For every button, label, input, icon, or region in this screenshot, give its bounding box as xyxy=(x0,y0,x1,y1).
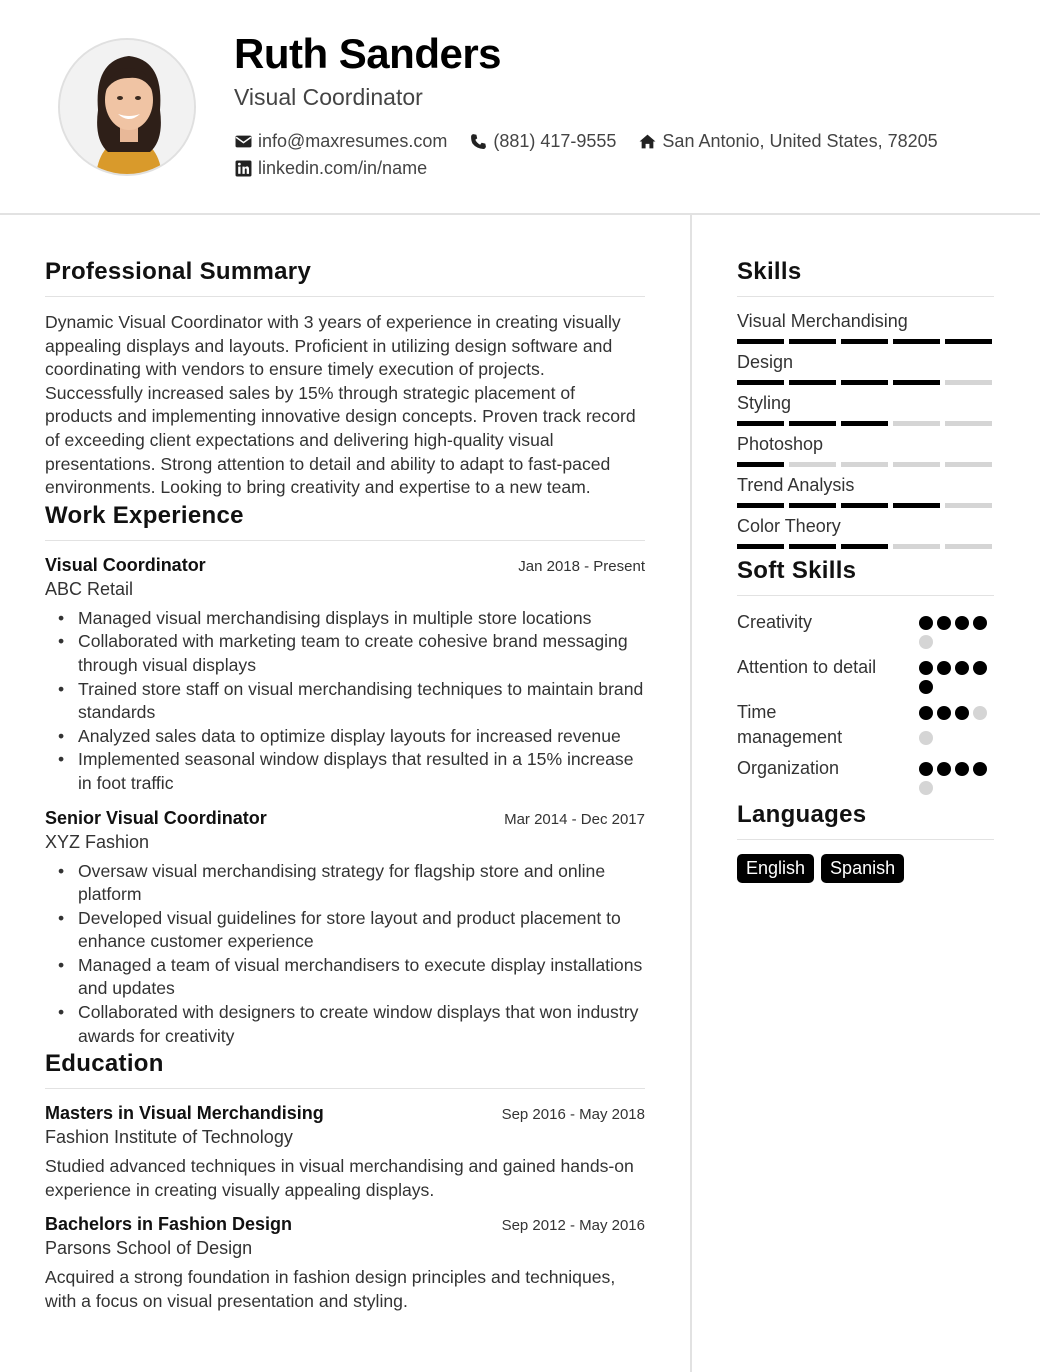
skill-item xyxy=(737,434,994,467)
job-company: ABC Retail xyxy=(45,578,134,599)
column-divider xyxy=(690,215,692,1372)
skill-level-segment xyxy=(789,380,836,385)
rating-dot xyxy=(937,762,951,776)
experience-entry xyxy=(45,555,645,796)
job-bullet: • Analyzed sales data to optimize display layouts for increased revenue xyxy=(78,725,645,749)
skill-level-segment xyxy=(893,380,940,385)
skill-level-segment xyxy=(945,421,992,426)
rating-dot xyxy=(919,635,933,649)
skill-item xyxy=(737,475,994,508)
degree-description: Studied advanced techniques in visual merchandising and gained hands-on experience in creating visually appealing displays. xyxy=(45,1156,634,1200)
skill-level-segment xyxy=(893,421,940,426)
contact-info xyxy=(234,129,960,183)
job-bullet: • Collaborated with marketing team to create cohesive brand messaging through visual displays xyxy=(78,630,645,677)
soft-skill-name: Time management xyxy=(737,702,843,747)
skill-level-bar xyxy=(737,339,994,344)
skill-name: Visual Merchandising xyxy=(737,311,908,331)
skill-level-segment xyxy=(945,503,992,508)
skill-level-bar xyxy=(737,462,994,467)
rating-dot xyxy=(973,706,987,720)
education-entry xyxy=(45,1214,645,1313)
skill-name: Trend Analysis xyxy=(737,475,855,495)
job-role: Senior Visual Coordinator xyxy=(45,807,267,828)
job-bullet: • Trained store staff on visual merchandising techniques to maintain brand standards xyxy=(78,678,645,725)
skill-level-segment xyxy=(893,503,940,508)
skill-level-segment xyxy=(893,462,940,467)
rating-dot xyxy=(919,661,933,675)
skill-level-segment xyxy=(789,339,836,344)
education-heading: Education xyxy=(45,1050,645,1089)
rating-dot xyxy=(937,706,951,720)
rating-dot xyxy=(973,661,987,675)
rating-dot xyxy=(919,706,933,720)
experience-section xyxy=(45,502,645,1049)
soft-skills-section xyxy=(737,557,994,795)
skills-heading: Skills xyxy=(737,258,994,297)
skill-level-segment xyxy=(737,462,784,467)
location-text: San Antonio, United States, 78205 xyxy=(662,130,938,151)
job-date: Jan 2018 - Present xyxy=(518,557,645,575)
skill-level-segment xyxy=(945,380,992,385)
skill-level-bar xyxy=(737,421,994,426)
envelope-icon xyxy=(234,132,252,150)
languages-heading: Languages xyxy=(737,801,994,840)
soft-skill-name: Organization xyxy=(737,758,840,778)
rating-dot xyxy=(955,762,969,776)
soft-skills-list xyxy=(737,610,994,795)
rating-dot xyxy=(973,762,987,776)
rating-dot xyxy=(955,616,969,630)
skill-level-bar xyxy=(737,544,994,549)
degree-date: Sep 2016 - May 2018 xyxy=(501,1106,645,1124)
rating-dot xyxy=(919,781,933,795)
home-icon xyxy=(638,132,656,150)
languages-section xyxy=(737,801,994,883)
degree-title: Masters in Visual Merchandising xyxy=(45,1103,324,1124)
languages-list xyxy=(737,854,994,883)
skill-level-bar xyxy=(737,380,994,385)
skill-level-segment xyxy=(841,462,888,467)
phone-icon xyxy=(469,132,487,150)
school-name: Parsons School of Design xyxy=(45,1238,253,1259)
education-entry xyxy=(45,1103,645,1202)
soft-skills-heading: Soft Skills xyxy=(737,557,994,596)
experience-heading: Work Experience xyxy=(45,502,645,541)
degree-title: Bachelors in Fashion Design xyxy=(45,1214,293,1235)
job-bullet: • Collaborated with designers to create window displays that won industry awards for creativity xyxy=(78,1001,645,1048)
skill-level-segment xyxy=(789,544,836,549)
profile-photo-illustration xyxy=(60,40,196,176)
skill-level-bar xyxy=(737,503,994,508)
skill-level-segment xyxy=(789,503,836,508)
skills-section xyxy=(737,258,994,549)
skill-item xyxy=(737,352,994,385)
soft-skill-item xyxy=(737,655,994,694)
skill-name: Photoshop xyxy=(737,434,824,454)
linkedin-icon xyxy=(234,159,252,177)
job-role: Visual Coordinator xyxy=(45,554,206,575)
skill-level-segment xyxy=(737,339,784,344)
degree-date: Sep 2012 - May 2016 xyxy=(501,1217,645,1235)
soft-skill-item xyxy=(737,610,994,649)
rating-dot xyxy=(919,616,933,630)
job-bullet: • Developed visual guidelines for store layout and product placement to enhance customer experience xyxy=(78,907,645,954)
skill-item xyxy=(737,311,994,344)
soft-skill-rating xyxy=(919,700,994,750)
summary-heading: Professional Summary xyxy=(45,258,645,297)
resume-header xyxy=(0,0,1040,215)
job-company: XYZ Fashion xyxy=(45,831,150,852)
contact-location xyxy=(638,131,937,152)
language-tag: Spanish xyxy=(821,854,904,883)
summary-text: Dynamic Visual Coordinator with 3 years of experience in creating visually appealing displays and layouts. Proficient in utilizing design software and coordinating with vendors to ensure timely execution of projects. Successfully increased sales by 15% through strategic placement of products and implementing innovative design concepts. Proven track record of exceeding client expectations and delivering high-quality visual presentations. Strong attention to detail and ability to adapt to fast-paced environments. Looking to bring creativity and expertise to a new team. xyxy=(45,312,636,498)
phone-text: (881) 417-9555 xyxy=(493,130,617,151)
soft-skill-name: Attention to detail xyxy=(737,657,877,677)
school-name: Fashion Institute of Technology xyxy=(45,1127,293,1148)
contact-phone[interactable] xyxy=(469,131,616,152)
main-column xyxy=(45,258,645,1326)
soft-skill-rating xyxy=(919,756,994,795)
skill-level-segment xyxy=(737,380,784,385)
sidebar-column xyxy=(737,258,994,883)
skill-level-segment xyxy=(789,462,836,467)
soft-skill-item xyxy=(737,756,994,795)
skill-level-segment xyxy=(841,421,888,426)
soft-skill-rating xyxy=(919,610,994,649)
summary-section xyxy=(45,258,645,500)
skill-level-segment xyxy=(841,380,888,385)
skill-level-segment xyxy=(789,421,836,426)
skill-name: Design xyxy=(737,352,794,372)
soft-skill-name: Creativity xyxy=(737,612,813,632)
job-date: Mar 2014 - Dec 2017 xyxy=(504,810,645,828)
job-bullet: • Managed a team of visual merchandisers to execute display installations and updates xyxy=(78,954,645,1001)
profile-photo xyxy=(58,38,196,176)
rating-dot xyxy=(937,661,951,675)
skill-level-segment xyxy=(841,503,888,508)
job-bullet: • Oversaw visual merchandising strategy for flagship store and online platform xyxy=(78,860,645,907)
rating-dot xyxy=(919,680,933,694)
job-bullets xyxy=(45,860,645,1049)
rating-dot xyxy=(955,706,969,720)
skill-level-segment xyxy=(945,339,992,344)
email-text: info@maxresumes.com xyxy=(258,130,448,151)
skills-list xyxy=(737,311,994,549)
candidate-title: Visual Coordinator xyxy=(234,84,423,110)
skill-level-segment xyxy=(841,544,888,549)
rating-dot xyxy=(919,762,933,776)
job-bullet: • Managed visual merchandising displays in multiple store locations xyxy=(78,607,645,631)
contact-email[interactable] xyxy=(234,131,447,152)
rating-dot xyxy=(955,661,969,675)
job-bullets xyxy=(45,607,645,796)
skill-item xyxy=(737,393,994,426)
skill-level-segment xyxy=(893,339,940,344)
soft-skill-rating xyxy=(919,655,994,694)
candidate-name: Ruth Sanders xyxy=(234,30,502,77)
skill-level-segment xyxy=(945,462,992,467)
experience-entry xyxy=(45,808,645,1049)
rating-dot xyxy=(937,616,951,630)
skill-name: Color Theory xyxy=(737,516,841,536)
education-section xyxy=(45,1050,645,1313)
soft-skill-item xyxy=(737,700,994,750)
skill-level-segment xyxy=(841,339,888,344)
job-bullet: • Implemented seasonal window displays that resulted in a 15% increase in foot traffic xyxy=(78,748,645,795)
skill-level-segment xyxy=(737,503,784,508)
contact-linkedin[interactable] xyxy=(234,158,427,179)
rating-dot xyxy=(973,616,987,630)
rating-dot xyxy=(919,731,933,745)
skill-level-segment xyxy=(945,544,992,549)
linkedin-text: linkedin.com/in/name xyxy=(258,157,428,178)
degree-description: Acquired a strong foundation in fashion design principles and techniques, with a focus on visual presentation and styling. xyxy=(45,1267,616,1312)
skill-level-segment xyxy=(893,544,940,549)
skill-name: Styling xyxy=(737,393,792,413)
language-tag: English xyxy=(737,854,814,883)
skill-item xyxy=(737,516,994,549)
skill-level-segment xyxy=(737,544,784,549)
skill-level-segment xyxy=(737,421,784,426)
